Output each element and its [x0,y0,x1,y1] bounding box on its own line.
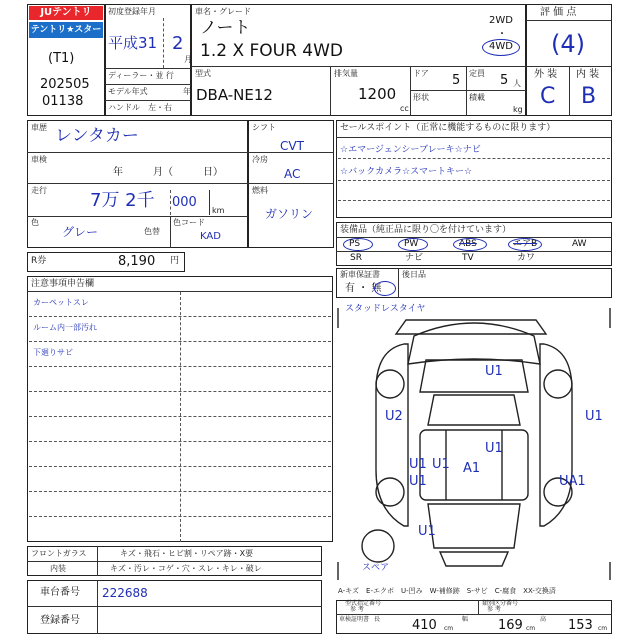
capacity-label: 定員 [469,69,485,78]
car-grade: 1.2 X FOUR 4WD [200,41,344,61]
interior-label: 内 装 [576,69,600,80]
month-unit: 月 [184,55,192,64]
recycle-box [27,252,185,272]
displacement-label: 排気量 [334,69,358,78]
mark-left-front: U2 [385,409,403,424]
plate-label: 登録番号 [40,615,80,626]
history-label: 車歴 [31,123,47,132]
mark-right-front: U1 [585,409,603,424]
logo-top: JUテントリ [29,6,103,20]
dim-l-label: 長 [374,616,381,623]
auction-code: (T1) [48,51,75,66]
dealer-label: ディーラー・並 行 [108,71,174,80]
handle-label: ハンドル 左・右 [108,103,172,112]
mark-left-door-2: U1 [432,457,450,472]
spare-label: スペア [362,563,390,573]
first-reg-label: 初度登録年月 [108,7,156,16]
length-value: 410 [412,618,437,633]
width-value: 169 [498,618,523,633]
equip-airbag: エアB [513,239,538,249]
warranty-value: 有 ・ 無 [345,283,382,294]
first-reg-month: 2 [172,33,184,54]
dim-w-label: 幅 [462,616,469,623]
color-label: 色 [31,218,39,227]
glass-legend: キズ・飛石・ヒビ割・リペア跡・X要 [120,549,254,558]
equip-aw: AW [572,239,587,249]
aircon-value: AC [284,167,301,181]
car-diagram [336,300,612,582]
equip-abs: ABS [459,239,477,249]
date-label: 後日品 [402,270,426,279]
selling-point-1: ☆エマージェンシーブレーキ☆ナビ [340,145,481,155]
first-reg-era: 平成31 [108,34,158,52]
doors-value: 5 [452,73,461,88]
color-code-label: 色コード [173,218,205,227]
interior-row-label: 内装 [50,564,66,573]
grade-score: (4) [551,30,585,58]
note-2: ルーム内一部汚れ [33,323,97,332]
history-value: レンタカー [55,126,139,146]
model-code: DBA-NE12 [196,86,273,104]
grade-label: 評 価 点 [540,7,577,18]
mileage-label: 走行 [31,186,47,195]
km-unit: km [212,206,225,215]
mark-center-a1: A1 [463,461,481,476]
chassis-label: 車台番号 [40,587,80,598]
displacement-value: 1200 [358,85,397,103]
note-3: 下廻りサビ [33,348,73,357]
notes-label: 注意事項申告欄 [31,279,95,289]
recycle-label: R券 [31,256,47,266]
note-1: カーペットスレ [33,298,89,307]
car-name-label: 車名・グレード [195,7,251,16]
doors-label: ドア [413,69,429,78]
logo-bottom: テントリ★スター [29,22,103,38]
selling-point-2: ☆バックカメラ☆スマートキー☆ [340,167,473,177]
selling-points-label: セールスポイント（正常に機能するものに限ります） [340,123,556,133]
aircon-label: 冷房 [252,155,268,164]
shift-value: CVT [280,139,304,153]
model-year-label: モデル年式 [108,87,148,96]
height-unit: cm [598,625,608,632]
inspection-label: 車検 [31,155,47,164]
interior-legend: キズ・汚レ・コゲ・穴・スレ・キレ・破レ [110,564,262,573]
equip-sr: SR [350,253,362,263]
length-label: 車検証明書 [339,616,370,623]
inspection-value: 年 月（ 日） [113,167,223,178]
fuel-value: ガソリン [265,207,314,221]
length-unit: cm [444,625,454,632]
mark-left-rear: U1 [409,474,427,489]
color-change-label: 色替 [144,227,160,236]
model-label: 型式 [195,69,211,78]
warranty-circle [374,281,396,296]
year-unit: 年 [183,87,191,96]
recycle-value: 8,190 [118,254,156,269]
equip-tv: TV [462,253,474,263]
capacity-unit: 人 [513,79,521,88]
height-value: 153 [568,618,593,633]
lot-number-1: 202505 [40,77,90,92]
shape-label: 形状 [413,93,429,102]
color-value: グレー [62,225,99,239]
cc-unit: cc [400,104,409,113]
car-name: ノート [200,18,251,38]
glass-label: フロントガラス [31,549,87,558]
equip-ps: PS [349,239,361,249]
class-label: 類別区分番号 [482,600,519,607]
kg-unit: kg [513,105,523,114]
mark-left-door-1: U1 [409,457,427,472]
color-code: KAD [200,231,221,242]
dim-h-label: 高 [540,616,547,623]
equip-pw: PW [404,239,419,249]
drive-4wd: 4WD [489,41,513,52]
class-sub: 参 考 [487,606,501,613]
exterior-label: 外 装 [534,69,558,80]
mileage-value: 7万 2千 [90,190,155,211]
equip-leather: カワ [517,253,536,263]
mark-roof: U1 [485,364,503,379]
mark-rear: U1 [418,524,436,539]
interior-grade: B [581,84,597,109]
cert-label: 型式指定番号 [345,600,382,607]
equipment-label: 装備品（純正品に限り〇を付けています） [340,225,512,235]
warranty-label: 新車保証書 [340,270,380,279]
cert-sub: 参 考 [350,606,364,613]
recycle-unit: 円 [170,256,180,266]
shift-label: シフト [252,123,276,132]
load-label: 積載 [469,93,485,102]
exterior-grade: C [540,84,556,109]
logo [29,6,103,38]
drive-dot: ・ [497,29,507,40]
equip-navi: ナビ [405,253,424,263]
chassis-number: 222688 [102,586,148,600]
drive-2wd: 2WD [489,15,513,26]
width-unit: cm [526,625,536,632]
damage-legend: A-キズ E-エクボ U-凹み W-補修跡 S-サビ C-腐食 XX-交換済 [338,587,556,595]
capacity-value: 5 [500,73,509,88]
lot-number-2: 01138 [42,94,84,109]
diagram-note: スタッドレスタイヤ [345,304,426,314]
fuel-label: 燃料 [252,186,268,195]
mileage-tail: 000 [172,195,197,210]
mark-center: U1 [485,441,503,456]
mark-right-rear: UA1 [559,474,586,489]
